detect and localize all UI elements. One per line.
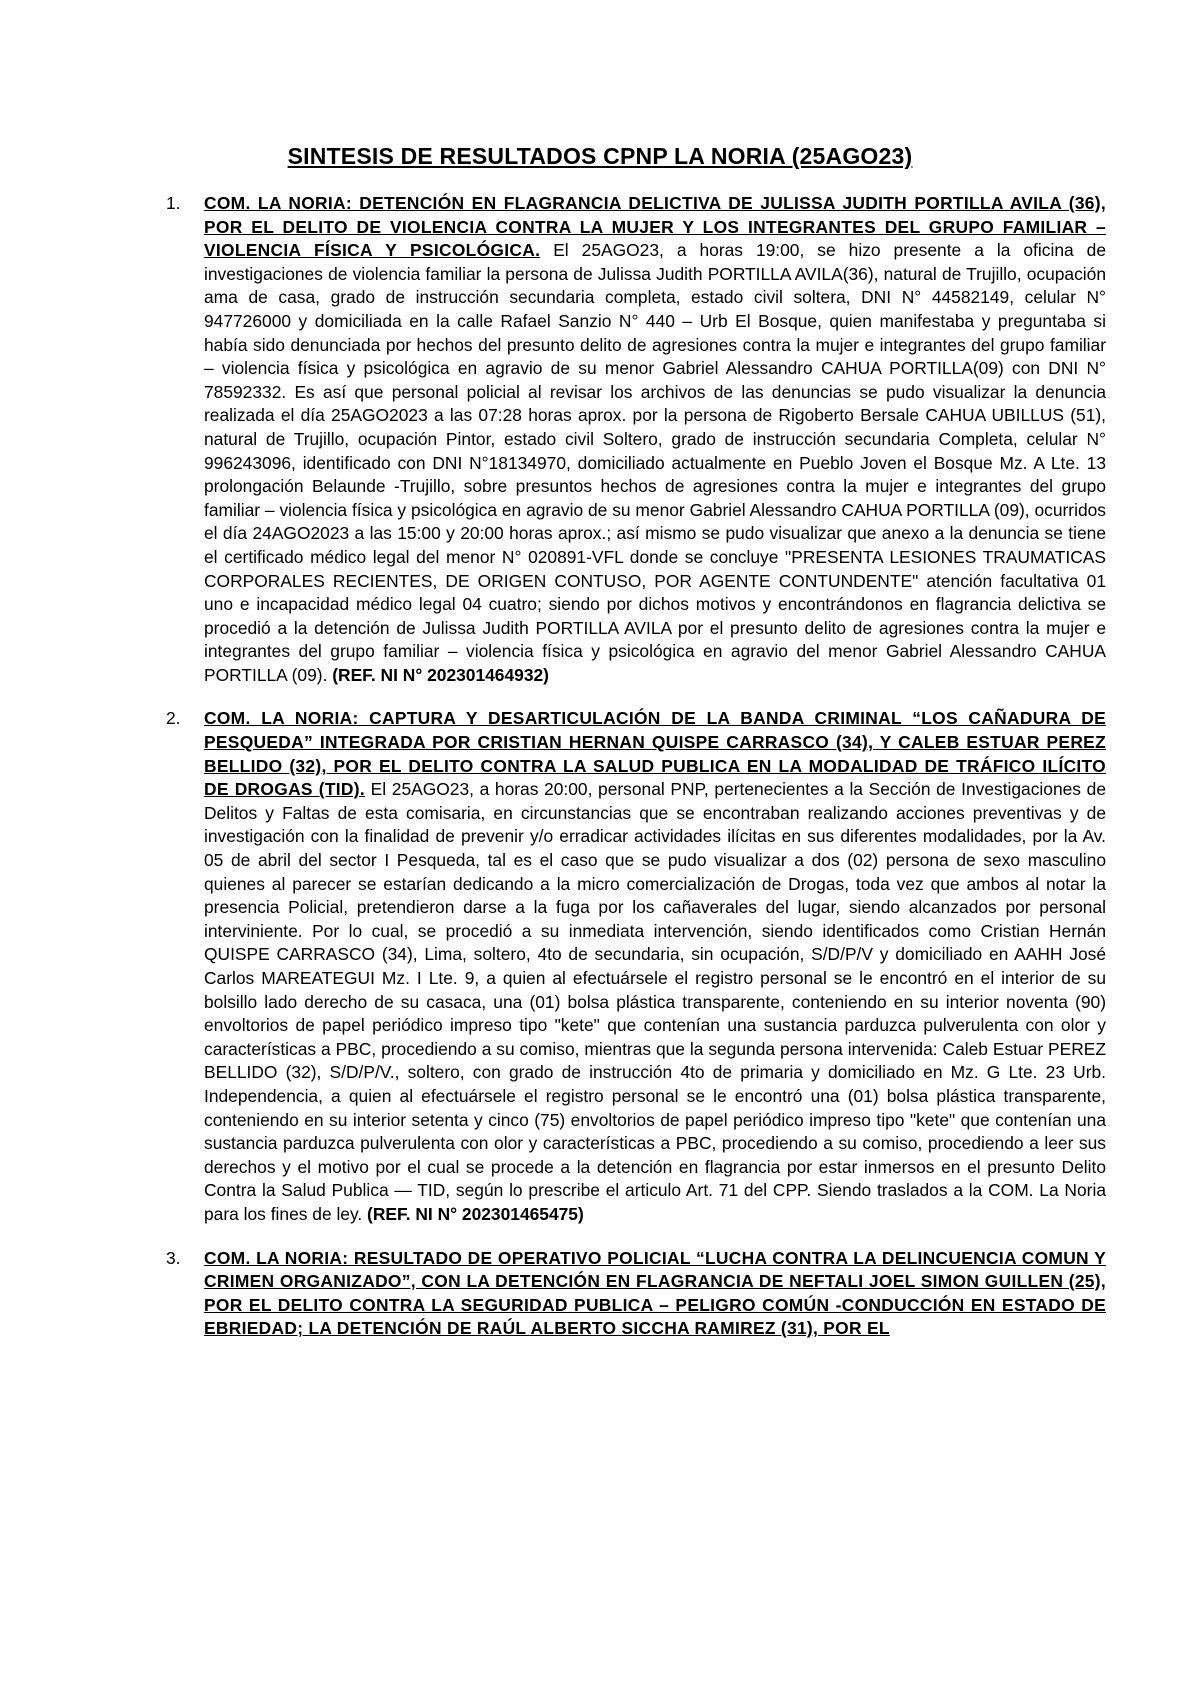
list-item: [0, 707, 1106, 1226]
item-heading: COM. LA NORIA: CAPTURA Y DESARTICULACIÓN DE LA BANDA CRIMINAL “LOS CAÑADURA DE PESQUEDA” INTEGRADA POR CRISTIAN HERNAN QUISPE CARRASCO (34), Y CALEB ESTUAR PEREZ BELLIDO (32), POR EL DELITO CONTRA LA SALUD PUBLICA EN LA MODALIDAD DE TRÁFICO ILÍCITO DE DROGAS (TID).: [204, 708, 1106, 800]
item-reference: (REF. NI N° 202301464932): [332, 664, 549, 685]
item-body: El 25AGO23, a horas 20:00, personal PNP, pertenecientes a la Sección de Investigaciones de Delitos y Faltas de esta comisaria, en circunstancias que se encontraban realizando acciones preventivas y de investigación con la finalidad de prevenir y/o erradicar actividades ilícitas en sus diferentes modalidades, por la Av. 05 de abril del sector I Pesqueda, tal es el caso que se pudo visualizar a dos (02) persona de sexo masculino quienes al parecer se estarían dedicando a la micro comercialización de Drogas, toda vez que ambos al notar la presencia Policial, pretendieron darse a la fuga por los cañaverales del lugar, siendo alcanzados por personal interviniente. Por lo cual, se procedió a su inmediata intervención, siendo identificados como Cristian Hernán QUISPE CARRASCO (34), Lima, soltero, 4to de secundaria, sin ocupación, S/D/P/V y domiciliado en AAHH José Carlos MAREATEGUI Mz. I Lte. 9, a quien al efectuársele el registro personal se le encontró en el interior de su bolsillo lado derecho de su casaca, una (01) bolsa plástica transparente, conteniendo en su interior noventa (90) envoltorios de papel periódico impreso tipo "kete" que contenían una sustancia parduzca pulverulenta con olor y características a PBC, procediendo a su comiso, mientras que la segunda persona intervenida: Caleb Estuar PEREZ BELLIDO (32), S/D/P/V., soltero, con grado de instrucción 4to de primaria y domiciliado en Mz. G Lte. 23 Urb. Independencia, a quien al efectuársele el registro personal se le encontró una (01) bolsa plástica transparente, conteniendo en su interior setenta y cinco (75) envoltorios de papel periódico impreso tipo "kete" que contenían una sustancia parduzca pulverulenta con olor y características a PBC, procediendo a su comiso, procediendo a leer sus derechos y el motivo por el cual se procede a la detención en flagrancia por estar inmersos en el presunto Delito Contra la Salud Publica — TID, según lo prescribe el articulo Art. 71 del CPP. Siendo traslados a la COM. La Noria para los fines de ley.: [204, 779, 1106, 1224]
item-number: 2.: [166, 708, 181, 729]
item-reference: (REF. NI N° 202301465475): [367, 1203, 584, 1224]
item-heading: COM. LA NORIA: RESULTADO DE OPERATIVO POLICIAL “LUCHA CONTRA LA DELINCUENCIA COMUN Y CRIMEN ORGANIZADO”, CON LA DETENCIÓN EN FLAGRANCIA DE NEFTALI JOEL SIMON GUILLEN (25), POR EL DELITO CONTRA LA SEGURIDAD PUBLICA – PELIGRO COMÚN -CONDUCCIÓN EN ESTADO DE EBRIEDAD; LA DETENCIÓN DE RAÚL ALBERTO SICCHA RAMIREZ (31), POR EL: [204, 1247, 1106, 1339]
item-number: 1.: [166, 193, 181, 213]
item-heading: COM. LA NORIA: DETENCIÓN EN FLAGRANCIA DELICTIVA DE JULISSA JUDITH PORTILLA AVILA (36), POR EL DELITO DE VIOLENCIA CONTRA LA MUJER Y LOS INTEGRANTES DEL GRUPO FAMILIAR – VIOLENCIA FÍSICA Y PSICOLÓGICA.: [204, 193, 1106, 261]
item-number: 3.: [166, 1247, 181, 1268]
document-title: SINTESIS DE RESULTADOS CPNP LA NORIA (25AGO23): [287, 143, 913, 169]
list-item: [0, 1247, 1106, 1341]
results-list: [0, 192, 1200, 1361]
list-item: [0, 192, 1106, 687]
item-body: El 25AGO23, a horas 19:00, se hizo presente a la oficina de investigaciones de violencia familiar la persona de Julissa Judith PORTILLA AVILA(36), natural de Trujillo, ocupación ama de casa, grado de instrucción secundaria completa, estado civil soltera, DNI N° 44582149, celular N° 947726000 y domiciliada en la calle Rafael Sanzio N° 440 – Urb El Bosque, quien manifestaba y preguntaba si había sido denunciada por hechos del presunto delito de agresiones contra la mujer e integrantes del grupo familiar – violencia física y psicológica en agravio de su menor Gabriel Alessandro CAHUA PORTILLA(09) con DNI N° 78592332. Es así que personal policial al revisar los archivos de las denuncias se pudo visualizar la denuncia realizada el día 25AGO2023 a las 07:28 horas aprox. por la persona de Rigoberto Bersale CAHUA UBILLUS (51), natural de Trujillo, ocupación Pintor, estado civil Soltero, grado de instrucción secundaria Completa, celular N° 996243096, identificado con DNI N°18134970, domiciliado actualmente en Pueblo Joven el Bosque Mz. A Lte. 13 prolongación Belaunde -Trujillo, sobre presuntos hechos de agresiones contra la mujer e integrantes del grupo familiar – violencia física y psicológica en agravio de su menor Gabriel Alessandro CAHUA PORTILLA (09), ocurridos el día 24AGO2023 a las 15:00 y 20:00 horas aprox.; así mismo se pudo visualizar que anexo a la denuncia se tiene el certificado médico legal del menor N° 020891-VFL donde se concluye "PRESENTA LESIONES TRAUMATICAS CORPORALES RECIENTES, DE ORIGEN CONTUSO, POR AGENTE CONTUNDENTE" atención facultativa 01 uno e incapacidad médico legal 04 cuatro; siendo por dichos motivos y encontrándonos en flagrancia delictiva se procedió a la detención de Julissa Judith PORTILLA AVILA por el presunto delito de agresiones contra la mujer e integrantes del grupo familiar – violencia física y psicológica en agravio del menor Gabriel Alessandro CAHUA PORTILLA (09).: [204, 240, 1106, 685]
